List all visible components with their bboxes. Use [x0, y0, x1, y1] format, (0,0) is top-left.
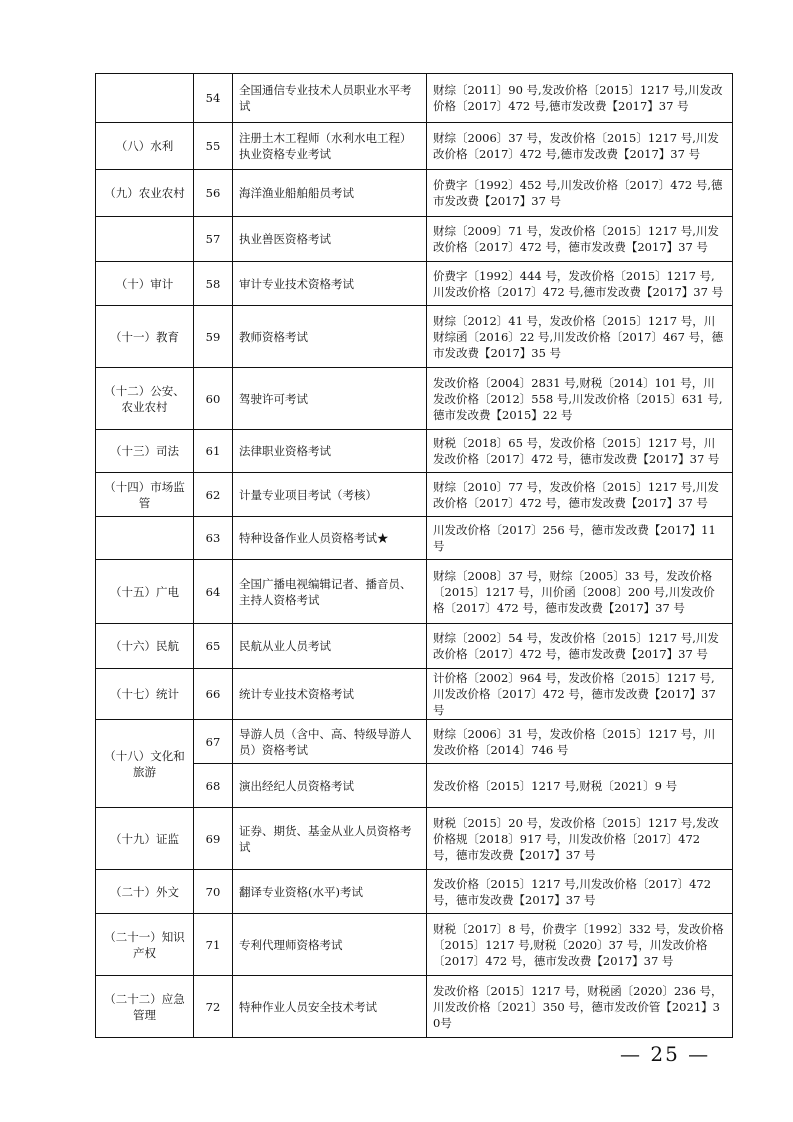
number-cell: 67 — [194, 720, 233, 764]
table-row — [96, 170, 733, 217]
category-cell: （二十一）知识产权 — [96, 914, 194, 976]
category-cell: （八）水利 — [96, 123, 194, 170]
basis-cell: 财税〔2018〕65 号，发改价格〔2015〕1217 号，川发改价格〔2017〕472 号，德市发改费【2017】37 号 — [427, 430, 733, 473]
table-row — [96, 262, 733, 306]
fee-table-container — [95, 73, 732, 1038]
number-cell: 54 — [194, 74, 233, 123]
exam-name-cell: 翻译专业资格(水平)考试 — [233, 870, 427, 914]
table-row — [96, 123, 733, 170]
table-row — [96, 368, 733, 430]
exam-name-cell: 注册土木工程师（水利水电工程）执业资格专业考试 — [233, 123, 427, 170]
number-cell: 68 — [194, 764, 233, 808]
exam-name-cell: 教师资格考试 — [233, 306, 427, 368]
number-cell: 60 — [194, 368, 233, 430]
category-cell: （十四）市场监管 — [96, 473, 194, 517]
basis-cell: 财综〔2008〕37 号，财综〔2005〕33 号，发改价格〔2015〕1217 号，川价函〔2008〕200 号,川发改价格〔2017〕472 号，德市发改费【2017】37 号 — [427, 560, 733, 624]
page-number: — 25 — — [620, 1042, 711, 1066]
exam-name-cell: 证券、期货、基金从业人员资格考试 — [233, 808, 427, 870]
number-cell: 70 — [194, 870, 233, 914]
exam-name-cell: 执业兽医资格考试 — [233, 217, 427, 262]
table-row — [96, 624, 733, 669]
number-cell: 63 — [194, 517, 233, 560]
category-cell: （九）农业农村 — [96, 170, 194, 217]
number-cell: 62 — [194, 473, 233, 517]
basis-cell: 财综〔2006〕37 号，发改价格〔2015〕1217 号,川发改价格〔2017〕472 号,德市发改费【2017】37 号 — [427, 123, 733, 170]
exam-name-cell: 审计专业技术资格考试 — [233, 262, 427, 306]
table-row — [96, 976, 733, 1038]
number-cell: 71 — [194, 914, 233, 976]
table-row — [96, 560, 733, 624]
number-cell: 59 — [194, 306, 233, 368]
basis-cell: 财综〔2006〕31 号，发改价格〔2015〕1217 号，川发改价格〔2014〕746 号 — [427, 720, 733, 764]
number-cell: 57 — [194, 217, 233, 262]
exam-name-cell: 全国广播电视编辑记者、播音员、主持人资格考试 — [233, 560, 427, 624]
basis-cell: 计价格〔2002〕964 号，发改价格〔2015〕1217 号,川发改价格〔2017〕472 号，德市发改费【2017】37 号 — [427, 669, 733, 720]
category-cell: （二十二）应急管理 — [96, 976, 194, 1038]
number-cell: 64 — [194, 560, 233, 624]
exam-name-cell: 驾驶许可考试 — [233, 368, 427, 430]
exam-name-cell: 海洋渔业船舶船员考试 — [233, 170, 427, 217]
table-row — [96, 473, 733, 517]
exam-name-cell: 统计专业技术资格考试 — [233, 669, 427, 720]
basis-cell: 发改价格〔2015〕1217 号，财税函〔2020〕236 号，川发改价格〔2021〕350 号，德市发改价管【2021】30号 — [427, 976, 733, 1038]
basis-cell: 财税〔2017〕8 号，价费字〔1992〕332 号，发改价格〔2015〕1217 号,财税〔2020〕37 号，川发改价格〔2017〕472 号，德市发改费【2017】37 号 — [427, 914, 733, 976]
exam-name-cell: 计量专业项目考试（考核） — [233, 473, 427, 517]
category-cell: （十七）统计 — [96, 669, 194, 720]
category-cell: （十二）公安、农业农村 — [96, 368, 194, 430]
exam-name-cell: 专利代理师资格考试 — [233, 914, 427, 976]
basis-cell: 发改价格〔2015〕1217 号,川发改价格〔2017〕472 号，德市发改费【2017】37 号 — [427, 870, 733, 914]
table-row — [96, 808, 733, 870]
table-row — [96, 720, 733, 764]
table-row — [96, 306, 733, 368]
category-cell: （十六）民航 — [96, 624, 194, 669]
basis-cell: 财综〔2012〕41 号，发改价格〔2015〕1217 号，川财综函〔2016〕22 号,川发改价格〔2017〕467 号，德市发改费【2017】35 号 — [427, 306, 733, 368]
basis-cell: 价费字〔1992〕444 号，发改价格〔2015〕1217 号,川发改价格〔2017〕472 号,德市发改费【2017】37 号 — [427, 262, 733, 306]
number-cell: 55 — [194, 123, 233, 170]
category-cell: （二十）外文 — [96, 870, 194, 914]
exam-name-cell: 特种设备作业人员资格考试★ — [233, 517, 427, 560]
number-cell: 69 — [194, 808, 233, 870]
basis-cell: 财综〔2010〕77 号，发改价格〔2015〕1217 号,川发改价格〔2017〕472 号，德市发改费【2017】37 号 — [427, 473, 733, 517]
table-row — [96, 914, 733, 976]
exam-fee-table — [95, 73, 733, 1038]
basis-cell: 价费字〔1992〕452 号,川发改价格〔2017〕472 号,德市发改费【2017】37 号 — [427, 170, 733, 217]
category-cell: （十八）文化和旅游 — [96, 720, 194, 808]
category-cell — [96, 517, 194, 560]
table-row — [96, 430, 733, 473]
category-cell — [96, 217, 194, 262]
table-row — [96, 517, 733, 560]
basis-cell: 发改价格〔2004〕2831 号,财税〔2014〕101 号，川发改价格〔2012〕558 号,川发改价格〔2015〕631 号,德市发改费【2015】22 号 — [427, 368, 733, 430]
exam-name-cell: 法律职业资格考试 — [233, 430, 427, 473]
basis-cell: 发改价格〔2015〕1217 号,财税〔2021〕9 号 — [427, 764, 733, 808]
number-cell: 66 — [194, 669, 233, 720]
number-cell: 72 — [194, 976, 233, 1038]
table-row — [96, 217, 733, 262]
basis-cell: 财税〔2015〕20 号，发改价格〔2015〕1217 号,发改价格规〔2018〕917 号，川发改价格〔2017〕472 号，德市发改费【2017】37 号 — [427, 808, 733, 870]
category-cell: （十一）教育 — [96, 306, 194, 368]
number-cell: 65 — [194, 624, 233, 669]
number-cell: 61 — [194, 430, 233, 473]
category-cell: （十三）司法 — [96, 430, 194, 473]
category-cell: （十）审计 — [96, 262, 194, 306]
table-row — [96, 74, 733, 123]
basis-cell: 川发改价格〔2017〕256 号，德市发改费【2017】11号 — [427, 517, 733, 560]
basis-cell: 财综〔2002〕54 号，发改价格〔2015〕1217 号,川发改价格〔2017〕472 号，德市发改费【2017】37 号 — [427, 624, 733, 669]
basis-cell: 财综〔2011〕90 号,发改价格〔2015〕1217 号,川发改价格〔2017〕472 号,德市发改费【2017】37 号 — [427, 74, 733, 123]
category-cell — [96, 74, 194, 123]
number-cell: 58 — [194, 262, 233, 306]
table-row — [96, 669, 733, 720]
basis-cell: 财综〔2009〕71 号，发改价格〔2015〕1217 号,川发改价格〔2017〕472 号，德市发改费【2017】37 号 — [427, 217, 733, 262]
exam-name-cell: 全国通信专业技术人员职业水平考试 — [233, 74, 427, 123]
table-row — [96, 870, 733, 914]
exam-name-cell: 民航从业人员考试 — [233, 624, 427, 669]
exam-name-cell: 特种作业人员安全技术考试 — [233, 976, 427, 1038]
category-cell: （十五）广电 — [96, 560, 194, 624]
number-cell: 56 — [194, 170, 233, 217]
category-cell: （十九）证监 — [96, 808, 194, 870]
exam-name-cell: 导游人员（含中、高、特级导游人员）资格考试 — [233, 720, 427, 764]
exam-name-cell: 演出经纪人员资格考试 — [233, 764, 427, 808]
